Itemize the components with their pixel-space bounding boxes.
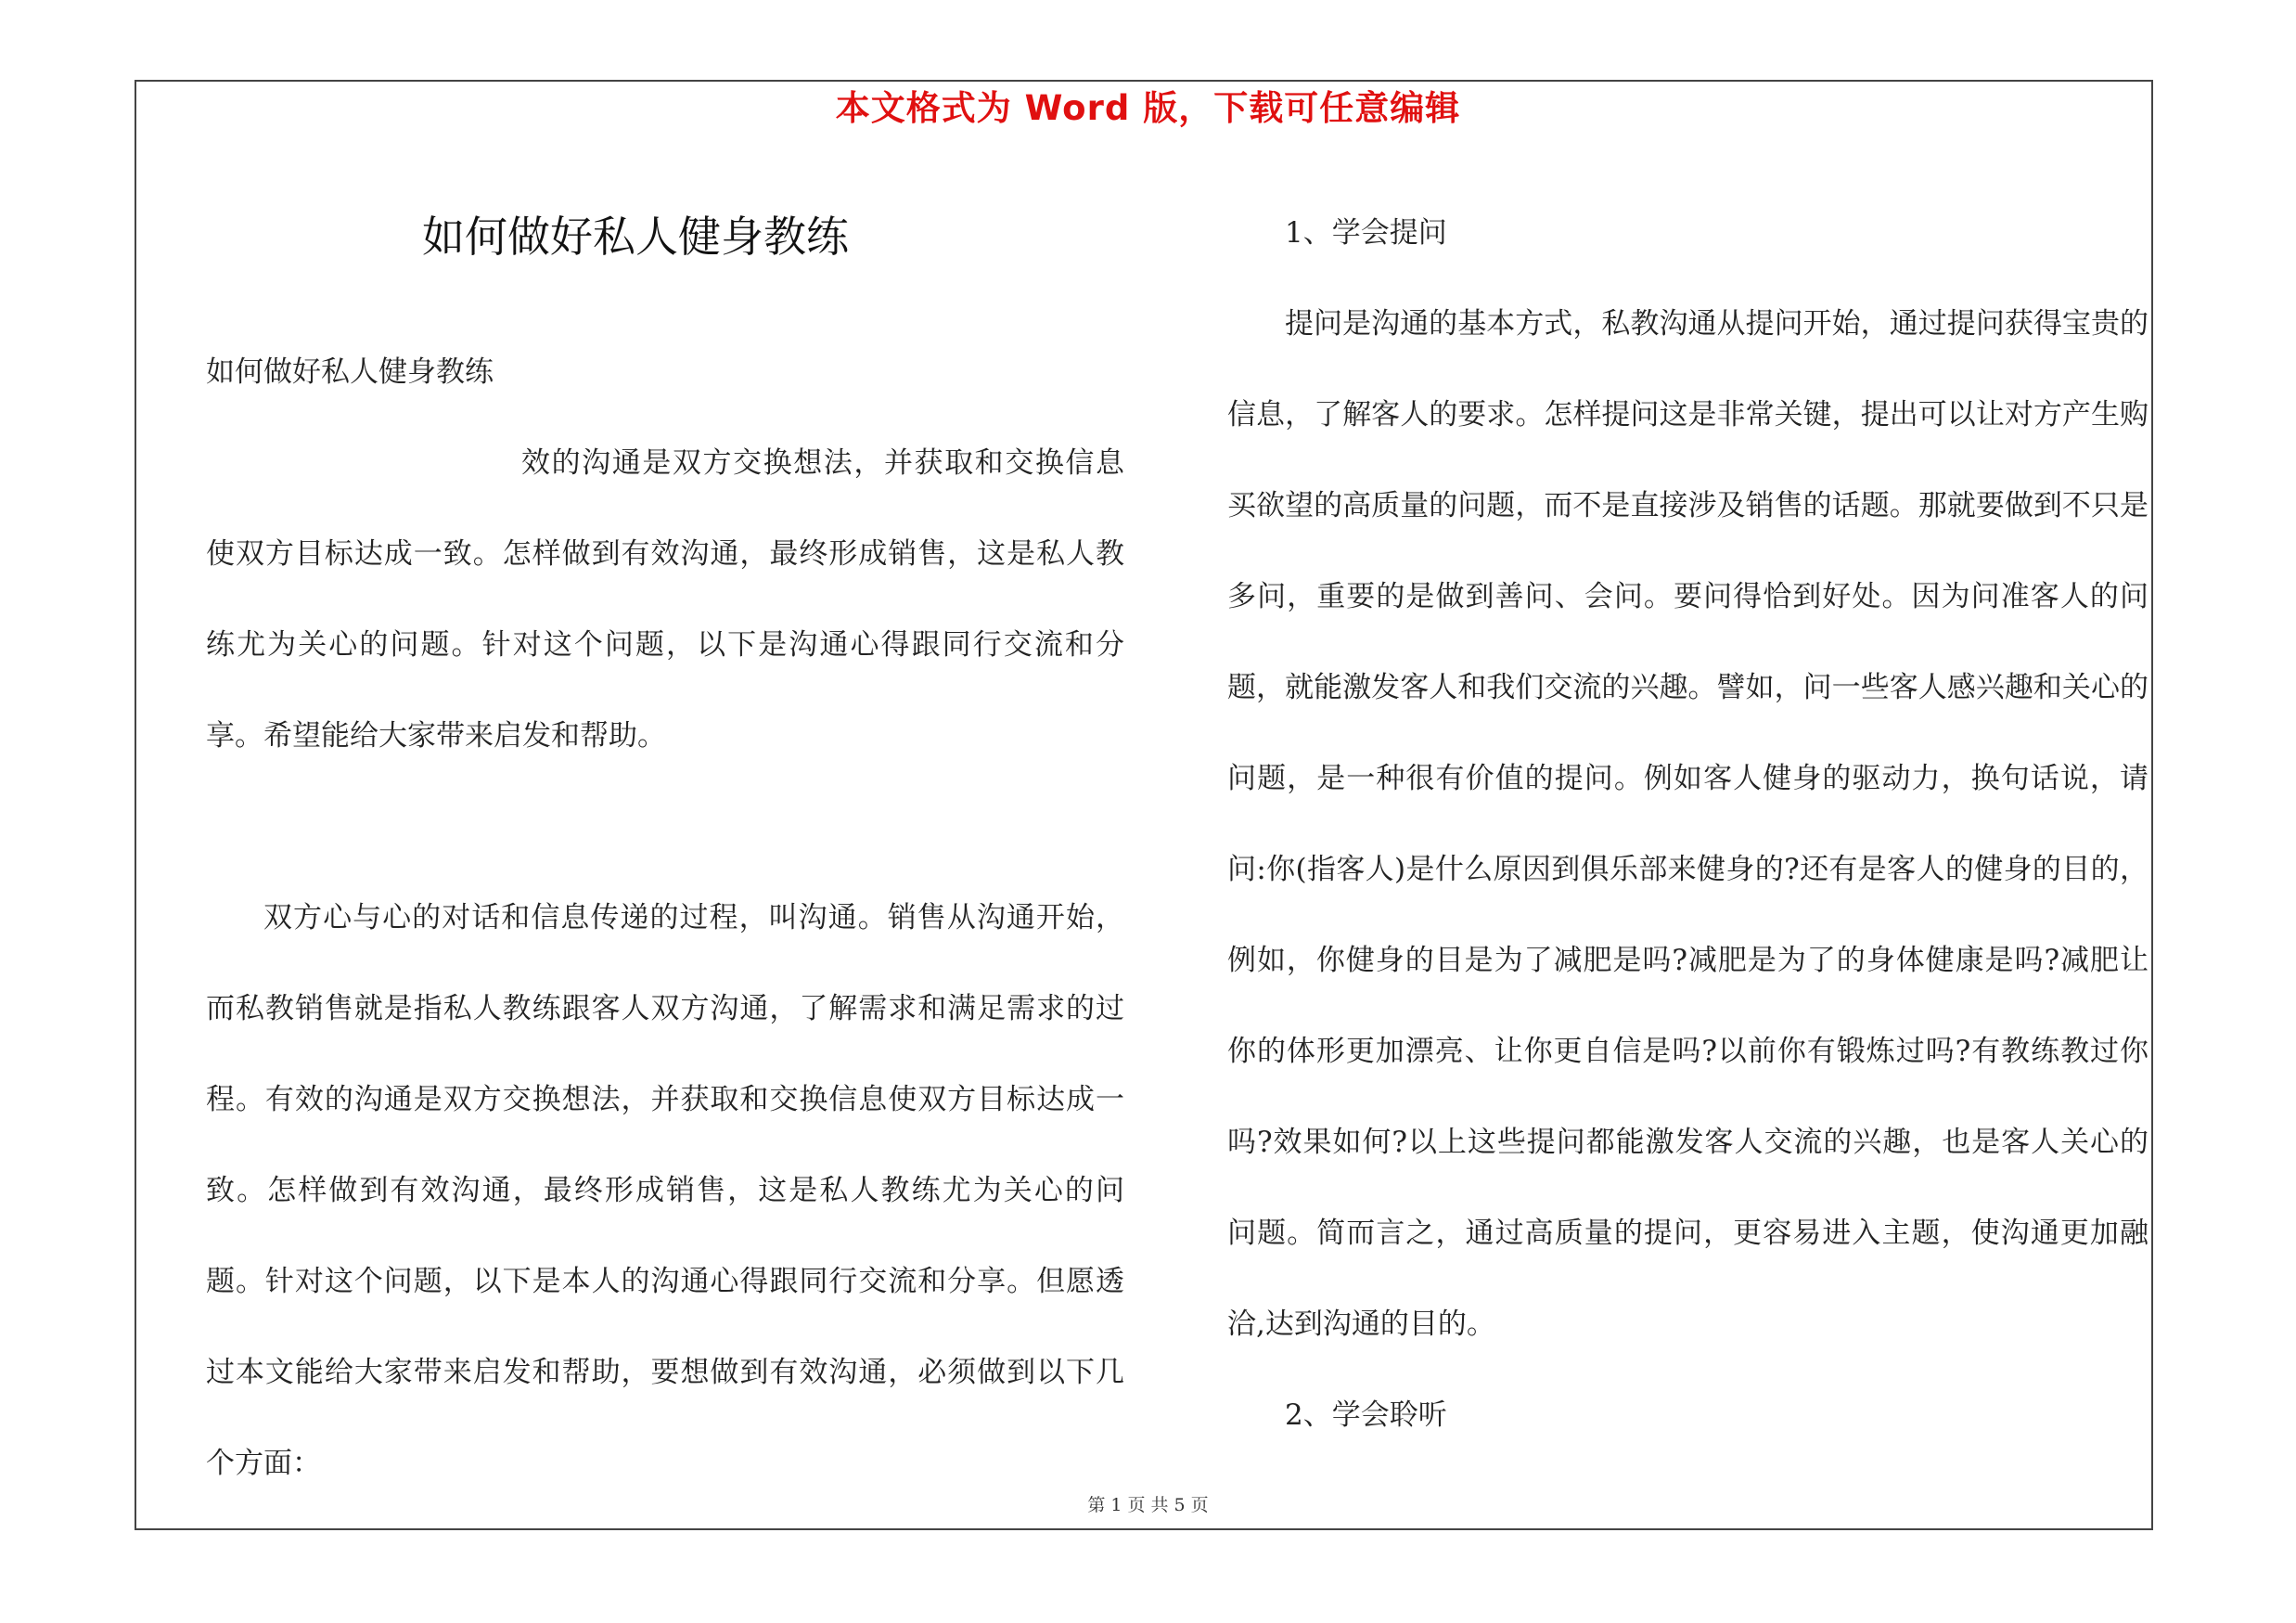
section-paragraph-1: 提问是沟通的基本方式，私教沟通从提问开始，通过提问获得宝贵的信息，了解客人的要求。怎样提问这是非常关键，提出可以让对方产生购买欲望的高质量的问题，而不是直接涉及销售的话题。那就要做到不只是多问，重要的是做到善问、会问。要问得恰到好处。因为问准客人的问题，就能激发客人和我们交流的兴趣。譬如，问一些客人感兴趣和关心的问题，是一种很有价值的提问。例如客人健身的驱动力，换句话说，请问:你(指客人)是什么原因到俱乐部来健身的?还有是客人的健身的目的，例如，你健身的目是为了减肥是吗?减肥是为了的身体健康是吗?减肥让你的体形更加漂亮、让你更自信是吗?以前你有锻炼过吗?有教练教过你吗?效果如何?以上这些提问都能激发客人交流的兴趣，也是客人关心的问题。简而言之，通过高质量的提问，更容易进入主题，使沟通更加融洽,达到沟通的目的。 [1227, 307, 2148, 1341]
paragraph-gap [206, 781, 1124, 872]
intro-paragraph: 效的沟通是双方交换想法，并获取和交换信息使双方目标达成一致。怎样做到有效沟通，最终形成销售，这是私人教练尤为关心的问题。针对这个问题，以下是沟通心得跟同行交流和分享。希望能给大家带来启发和帮助。 [206, 446, 1124, 753]
document-title: 如何做好私人健身教练 [422, 212, 849, 262]
page-number-footer: 第 1 页 共 5 页 [1087, 1495, 1209, 1515]
section-heading-2: 2、学会聆听 [1285, 1398, 1447, 1432]
body-paragraph: 双方心与心的对话和信息传递的过程，叫沟通。销售从沟通开始，而私教销售就是指私人教练跟客人双方沟通，了解需求和满足需求的过程。有效的沟通是双方交换想法，并获取和交换信息使双方目标达成一致。怎样做到有效沟通，最终形成销售，这是私人教练尤为关心的问题。针对这个问题，以下是本人的沟通心得跟同行交流和分享。但愿透过本文能给大家带来启发和帮助，要想做到有效沟通，必须做到以下几个方面： [206, 901, 1124, 1480]
section-heading-1: 1、学会提问 [1285, 216, 1447, 250]
right-column [1227, 187, 2148, 1461]
subtitle-paragraph: 如何做好私人健身教练 [206, 355, 494, 389]
format-banner: 本文格式为 Word 版，下载可任意编辑 [835, 88, 1461, 128]
left-column [206, 327, 1124, 1509]
